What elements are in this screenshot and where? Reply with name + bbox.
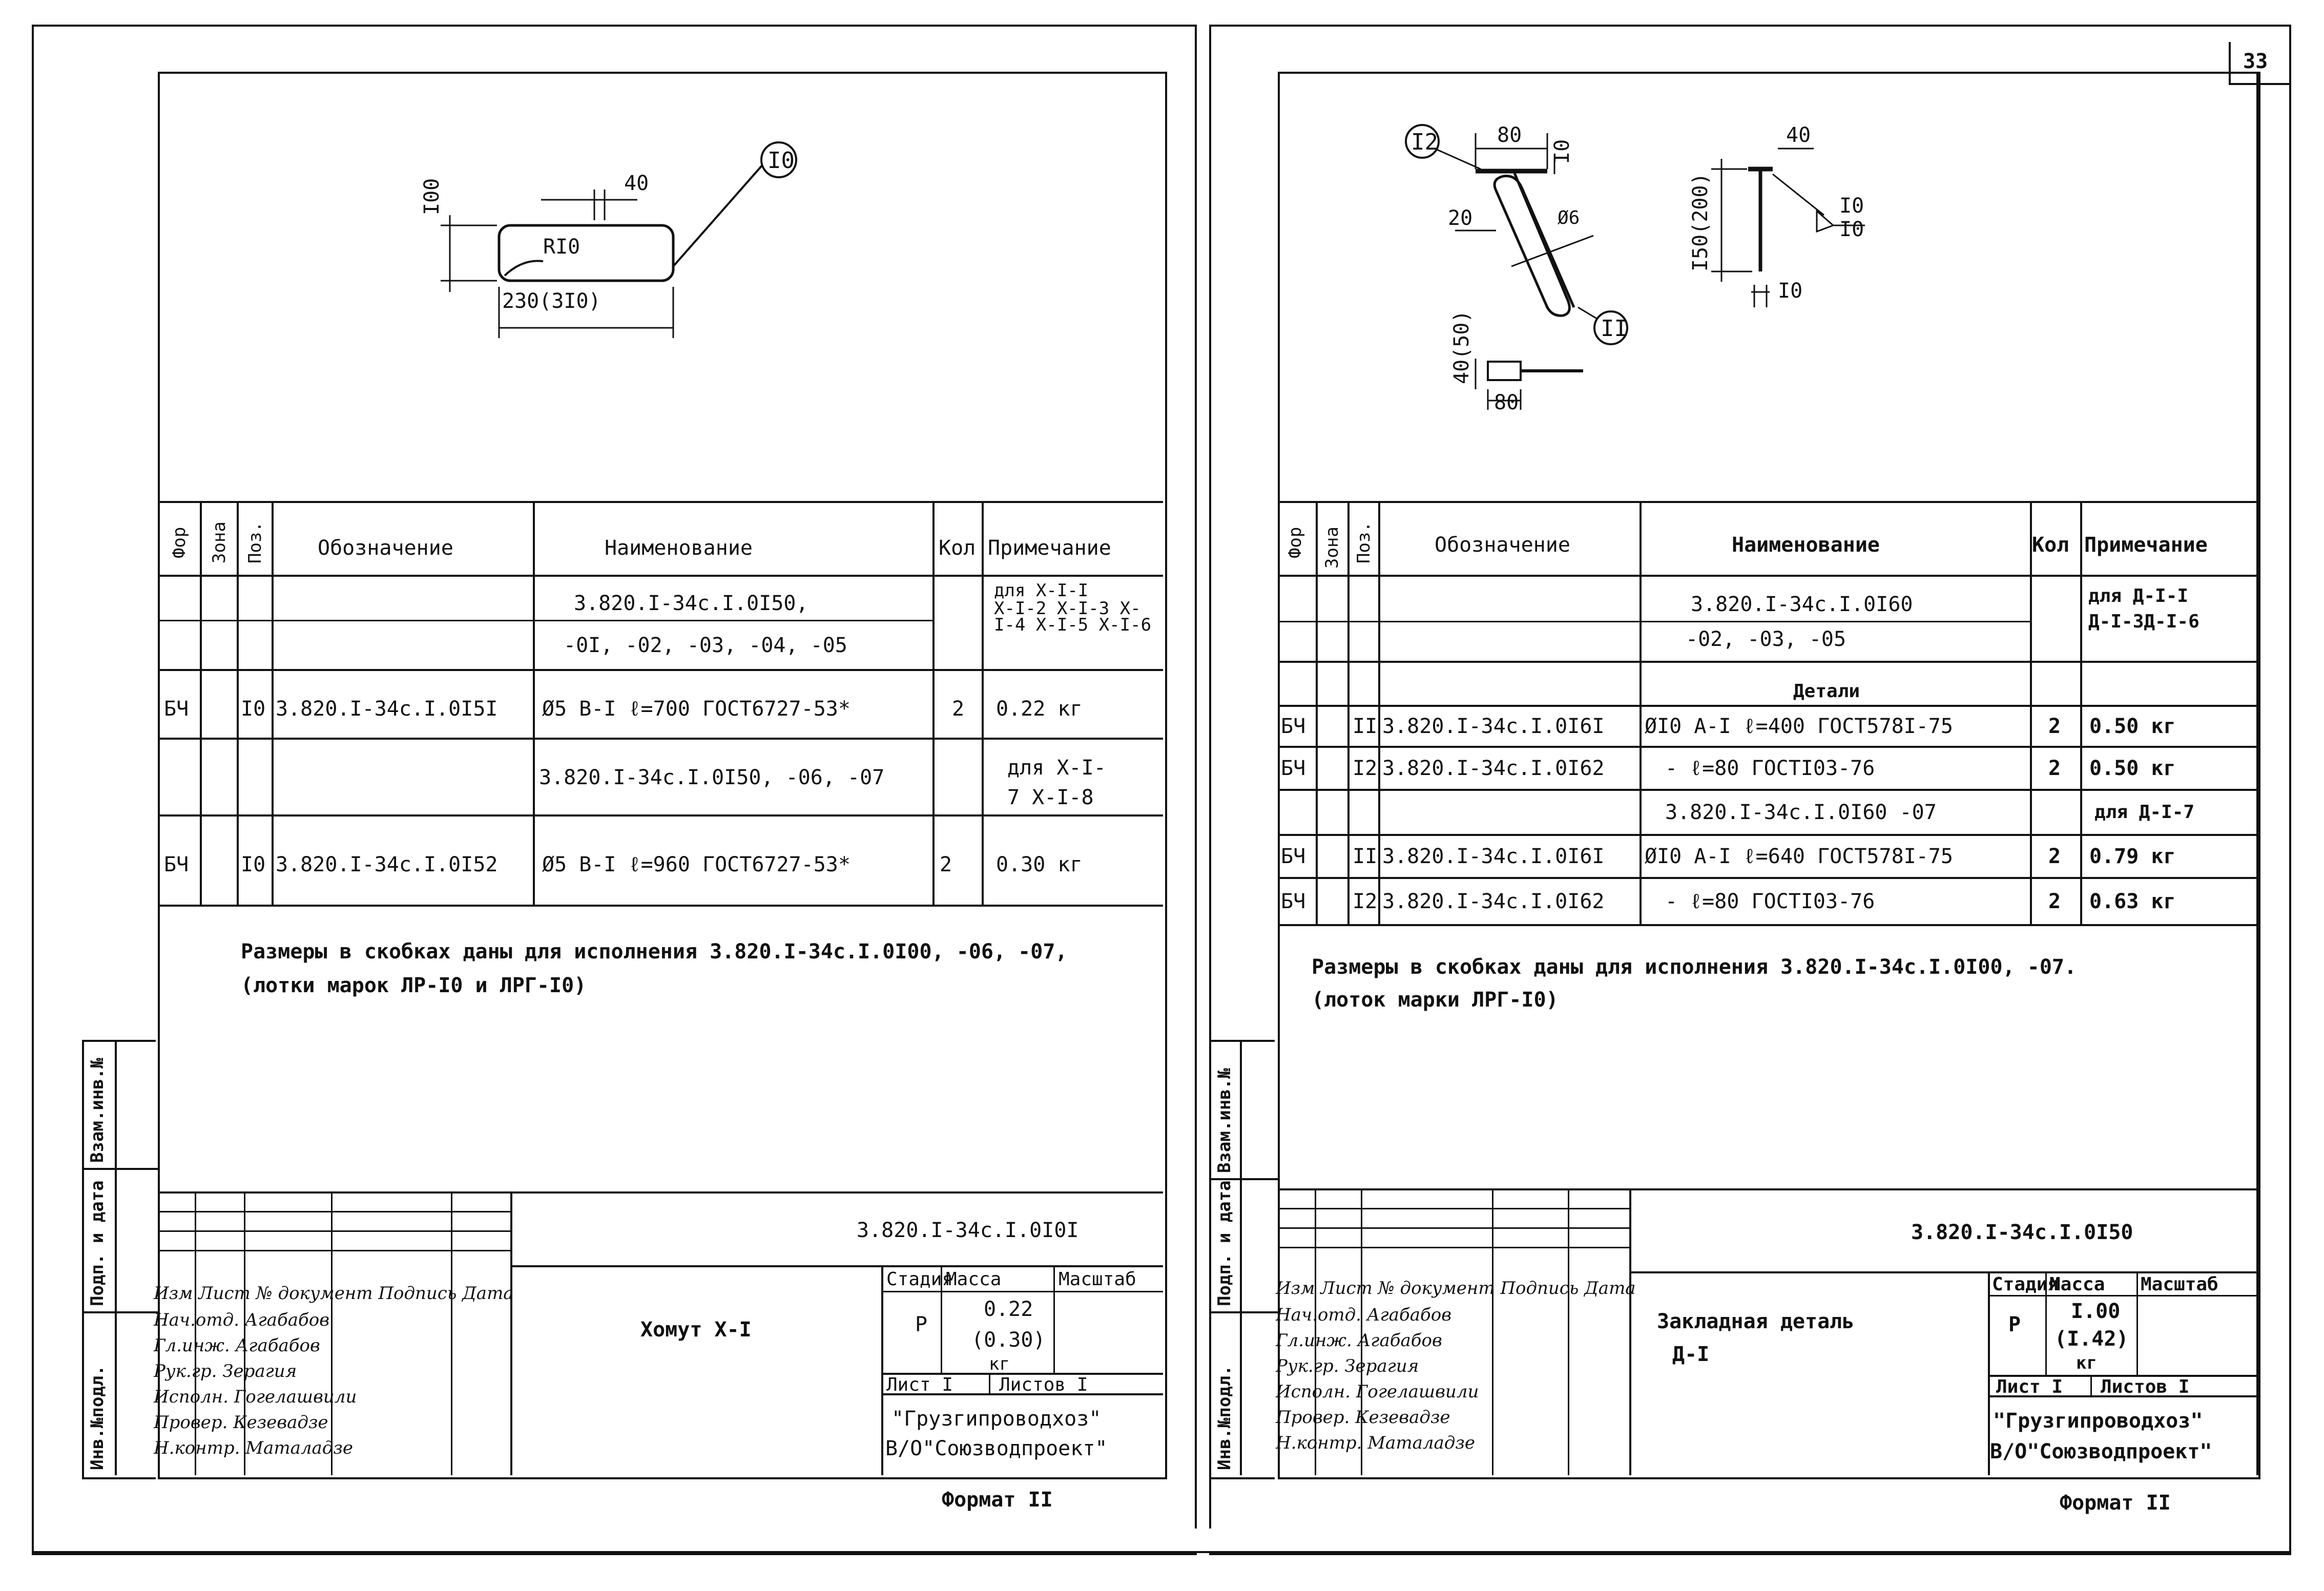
stage-value: Р <box>915 1313 928 1336</box>
doc-title: Хомут Х-I <box>640 1318 752 1342</box>
tb-col <box>2090 1375 2092 1395</box>
header-note: Примечание <box>2084 533 2208 557</box>
table-col <box>1316 501 1318 924</box>
row-format: БЧ <box>164 697 189 721</box>
mass-unit: кг <box>2076 1353 2097 1373</box>
row-name: 3.820.I-34с.I.0I60 -07 <box>1665 801 1937 824</box>
stage-value: Р <box>2008 1313 2021 1336</box>
header-name: Наименование <box>1732 533 1880 557</box>
table-col <box>1640 501 1642 924</box>
tb-col <box>1629 1188 1631 1475</box>
sig-row <box>1278 1247 1629 1248</box>
row-name: 3.820.I-34с.I.0I50, <box>574 592 808 615</box>
row-note: Х-I-2 Х-I-3 Х-I-4 Х-I-5 Х-I-6 <box>994 598 1152 635</box>
row-name: -0I, -02, -03, -04, -05 <box>564 634 847 657</box>
scale-label: Масштаб <box>1059 1269 1136 1290</box>
dim-j: 40(50) <box>1450 310 1474 384</box>
row-name: ØI0 А-I ℓ=640 ГОСТ578I-75 <box>1645 845 1953 868</box>
table-col <box>2030 501 2032 924</box>
dim-thickness: 40 <box>624 172 649 195</box>
header-format: Фор <box>1285 527 1305 558</box>
side-label-sign: Подп. и дата <box>1214 1180 1235 1306</box>
row-designation: 3.820.I-34с.I.0I62 <box>1382 890 1605 913</box>
dim-f: I50(200) <box>1689 173 1712 271</box>
header-pos: Поз. <box>245 521 265 563</box>
header-note: Примечание <box>988 536 1111 560</box>
dim-e: 40 <box>1786 123 1811 147</box>
sig-row-text: Рук.гр. Зерагия <box>154 1361 297 1381</box>
dim-b: I0 <box>1550 139 1574 164</box>
dim-width: 230(3I0) <box>502 289 601 313</box>
table-line <box>1278 575 2256 577</box>
tb-line <box>1629 1271 2256 1273</box>
dim-i: I0 <box>1778 279 1803 303</box>
row-qty: 2 <box>952 697 965 721</box>
sig-row-text: Провер. Кезевадзе <box>154 1412 328 1433</box>
dim-h: I0 <box>1839 218 1864 241</box>
side-label-inv: Инв.№подл. <box>87 1365 108 1470</box>
header-designation: Обозначение <box>1435 533 1570 557</box>
sig-row <box>1278 1208 1629 1209</box>
tb-col <box>2136 1271 2138 1375</box>
sig-row-text: Исполн. Гогелашвили <box>154 1387 357 1407</box>
dim-height: I00 <box>420 178 444 215</box>
sheet-count: Листов I <box>999 1374 1088 1395</box>
sig-row-text: Рук.гр. Зерагия <box>1276 1356 1419 1376</box>
mass-value-2: (0.30) <box>971 1328 1046 1352</box>
row-qty: 2 <box>2048 890 2061 913</box>
org-line-1: "Грузгипроводхоз" <box>891 1407 1102 1431</box>
table-line <box>1278 621 2030 622</box>
side-label-inv: Инв.№подл. <box>1214 1365 1235 1470</box>
stage-label: Стадия <box>1992 1274 2059 1295</box>
row-note: 0.50 кг <box>2089 715 2176 738</box>
dim-k: 80 <box>1494 391 1519 414</box>
row-note: 0.50 кг <box>2089 757 2176 780</box>
side-label-sign: Подп. и дата <box>87 1180 108 1306</box>
mass-value-1: I.00 <box>2071 1300 2121 1323</box>
doc-title-1: Закладная деталь <box>1657 1310 1855 1333</box>
stage-label: Стадия <box>886 1269 953 1290</box>
table-line <box>1278 501 2256 503</box>
mass-label: Масса <box>946 1269 1002 1290</box>
mass-unit: кг <box>989 1354 1010 1374</box>
row-qty: 2 <box>2048 715 2061 738</box>
row-note: для Д-I-I <box>2088 585 2189 606</box>
table-line <box>1278 924 2256 926</box>
row-format: БЧ <box>1281 845 1306 868</box>
row-pos: I2 <box>1353 757 1378 780</box>
header-format: Фор <box>169 527 190 558</box>
row-designation: 3.820.I-34с.I.0I6I <box>1382 845 1605 868</box>
header-name: Наименование <box>605 536 753 560</box>
header-qty: Кол <box>2032 533 2069 557</box>
sig-row-text: Нач.отд. Агабабов <box>1276 1305 1451 1325</box>
row-format: БЧ <box>164 853 189 876</box>
mass-label: Масса <box>2049 1274 2105 1295</box>
row-name: 3.820.I-34с.I.0I50, -06, -07 <box>539 766 885 789</box>
header-zone: Зона <box>1322 527 1342 569</box>
row-note: 0.63 кг <box>2089 890 2176 913</box>
remark-line-2: (лотки марок ЛР-I0 и ЛРГ-I0) <box>241 974 587 997</box>
org-line-2: В/О"Союзводпроект" <box>885 1437 1108 1460</box>
sig-header: Изм Лист № документ Подпись Дата <box>154 1283 514 1304</box>
row-note: Д-I-3Д-I-6 <box>2088 611 2200 632</box>
header-qty: Кол <box>939 536 976 560</box>
stamp-row <box>1209 1311 1278 1313</box>
row-designation: 3.820.I-34с.I.0I5I <box>276 697 498 721</box>
dim-c: 20 <box>1448 206 1473 230</box>
page-number: 33 <box>2243 50 2268 73</box>
row-pos: II <box>1353 715 1378 738</box>
scale-label: Масштаб <box>2141 1274 2218 1295</box>
doc-code: 3.820.I-34с.I.0I0I <box>857 1219 1079 1242</box>
sheet-number: Лист I <box>1996 1376 2063 1397</box>
row-note: 0.79 кг <box>2089 845 2176 868</box>
row-name: Ø5 В-I ℓ=960 ГОСТ6727-53* <box>542 853 850 876</box>
row-qty: 2 <box>2048 757 2061 780</box>
row-note: для Х-I-I <box>994 580 1089 601</box>
table-col <box>1347 501 1350 924</box>
row-pos: I0 <box>241 853 266 876</box>
row-pos: II <box>1353 845 1378 868</box>
row-section: Детали <box>1793 681 1860 702</box>
header-pos: Поз. <box>1354 521 1374 563</box>
callout-label-12: I2 <box>1411 129 1438 155</box>
org-line-2: В/О"Союзводпроект" <box>1990 1440 2212 1463</box>
table-line <box>1278 877 2256 879</box>
dim-g: I0 <box>1839 194 1864 218</box>
row-name: 3.820.I-34с.I.0I60 <box>1691 593 1913 616</box>
table-line <box>1278 705 2256 707</box>
row-pos: I0 <box>241 697 266 721</box>
row-format: БЧ <box>1281 757 1306 780</box>
sig-row-text: Нач.отд. Агабабов <box>154 1310 329 1330</box>
row-name: - ℓ=80 ГОСТI03-76 <box>1665 890 1875 913</box>
header-zone: Зона <box>209 521 230 563</box>
sig-col <box>1568 1188 1569 1475</box>
tb-line <box>1278 1188 2256 1190</box>
dim-radius: RI0 <box>543 235 580 259</box>
table-col <box>2080 501 2082 924</box>
sig-header: Изм Лист № документ Подпись Дата <box>1276 1278 1636 1299</box>
callout-label-10: I0 <box>767 148 795 174</box>
row-name: - ℓ=80 ГОСТI03-76 <box>1665 757 1875 780</box>
row-format: БЧ <box>1281 715 1306 738</box>
table-line <box>1278 834 2256 836</box>
format-label: Формат II <box>942 1488 1053 1512</box>
mass-value-1: 0.22 <box>984 1297 1033 1321</box>
side-label-vzam: Взам.инв.№ <box>87 1058 108 1163</box>
row-note: для Д-I-7 <box>2094 802 2195 823</box>
doc-title-2: Д-I <box>1672 1343 1710 1366</box>
row-qty: 2 <box>2048 845 2061 868</box>
sig-row-text: Гл.инж. Агабабов <box>1276 1330 1442 1351</box>
org-line-1: "Грузгипроводхоз" <box>1993 1409 2203 1433</box>
row-qty: 2 <box>940 853 952 876</box>
sheet-number: Лист I <box>886 1374 953 1395</box>
sig-row-text: Гл.инж. Агабабов <box>154 1335 320 1356</box>
table-line <box>1278 746 2256 748</box>
sig-row-text: Провер. Кезевадзе <box>1276 1407 1450 1428</box>
dim-d: Ø6 <box>1558 207 1580 228</box>
row-note: 0.30 кг <box>996 853 1083 876</box>
sig-row-text: Исполн. Гогелашвили <box>1276 1381 1479 1402</box>
mass-value-2: (I.42) <box>2055 1327 2129 1351</box>
row-name: -02, -03, -05 <box>1686 627 1846 651</box>
remark-line-2: (лоток марки ЛРГ-I0) <box>1312 988 1559 1012</box>
header-designation: Обозначение <box>318 536 453 560</box>
stamp-col <box>1240 1040 1242 1475</box>
row-designation: 3.820.I-34с.I.0I52 <box>276 853 498 876</box>
sheet-count: Листов I <box>2101 1376 2190 1397</box>
sig-col <box>1492 1188 1493 1475</box>
callout-label-11: II <box>1601 316 1628 342</box>
row-name: ØI0 А-I ℓ=400 ГОСТ578I-75 <box>1645 715 1953 738</box>
sig-row-text: Н.контр. Маталадзе <box>1276 1433 1475 1453</box>
dim-a: 80 <box>1497 123 1522 147</box>
format-label: Формат II <box>2060 1491 2171 1515</box>
table-line <box>1278 661 2256 663</box>
sig-row <box>1278 1227 1629 1229</box>
row-name: Ø5 В-I ℓ=700 ГОСТ6727-53* <box>542 697 850 721</box>
table-col <box>1378 501 1380 924</box>
row-format: БЧ <box>1281 890 1306 913</box>
row-pos: I2 <box>1353 890 1378 913</box>
side-label-vzam: Взам.инв.№ <box>1214 1068 1235 1173</box>
remark-line-1: Размеры в скобках даны для исполнения 3.820.I-34с.I.0I00, -06, -07, <box>241 940 1068 964</box>
doc-code: 3.820.I-34с.I.0I50 <box>1911 1221 2133 1244</box>
tb-line <box>1988 1295 2256 1296</box>
remark-line-1: Размеры в скобках даны для исполнения 3.820.I-34с.I.0I00, -07. <box>1312 955 2077 979</box>
row-designation: 3.820.I-34с.I.0I6I <box>1382 715 1605 738</box>
table-line <box>1278 789 2256 791</box>
row-designation: 3.820.I-34с.I.0I62 <box>1382 757 1605 780</box>
sig-row-text: Н.контр. Маталадзе <box>154 1438 353 1458</box>
row-note: для Х-I-7 Х-I-8 <box>1007 756 1106 809</box>
row-note: 0.22 кг <box>996 697 1083 721</box>
